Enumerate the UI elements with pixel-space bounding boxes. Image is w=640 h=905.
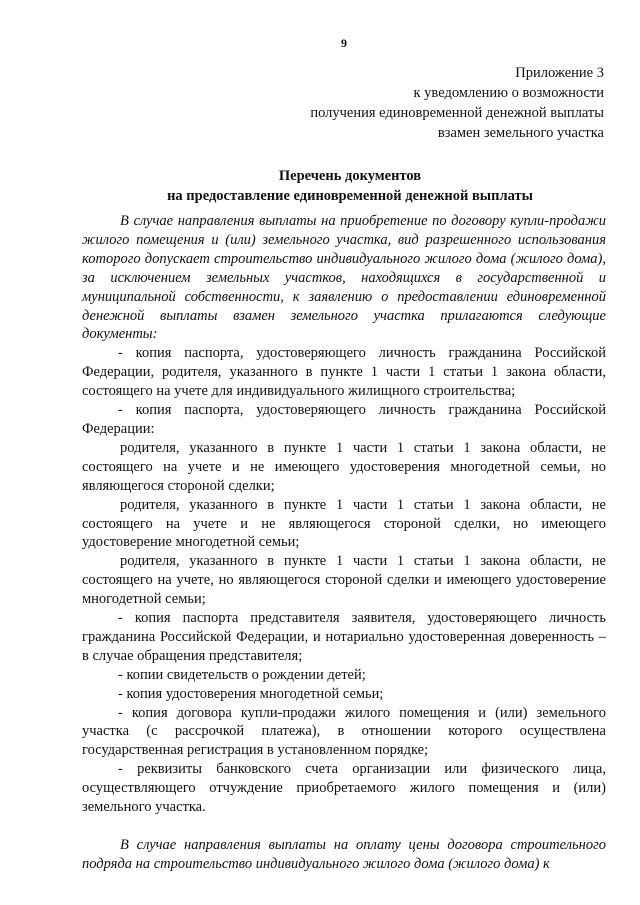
page-number: 9 (341, 36, 347, 50)
document-title (90, 166, 610, 206)
appendix-line: получения единовременной денежной выплаты (310, 105, 604, 121)
list-item: - копия удостоверения многодетной семьи; (118, 685, 384, 702)
closing-paragraph: В случае направления выплаты на оплату цены договора строительного подряда на строительство индивидуального жилого дома (жилого дома) к (82, 837, 606, 872)
title-line: Перечень документов (278, 168, 422, 184)
list-item: - копия паспорта, удостоверяющего личность гражданина Российской Федерации, родителя, указанного в пункте 1 части 1 статьи 1 закона области, состоящего на учете для индивидуального жилищного строительства; (82, 345, 606, 400)
list-item: родителя, указанного в пункте 1 части 1 статьи 1 закона области, не состоящего на учете, но являющегося стороной сделки и имеющего удостоверение многодетной семьи; (82, 553, 606, 608)
list-item: - копия паспорта, удостоверяющего личность гражданина Российской Федерации: (82, 402, 606, 437)
appendix-line: к уведомлению о возможности (413, 85, 604, 101)
list-item: - копия договора купли-продажи жилого помещения и (или) земельного участка (с рассрочкой платежа), в отношении которого осуществлена государственная регистрация в установленном порядке; (82, 704, 606, 759)
document-body (82, 212, 606, 874)
title-line: на предоставление единовременной денежной выплаты (167, 188, 533, 204)
appendix-header (310, 63, 604, 143)
appendix-line: Приложение 3 (515, 65, 604, 81)
list-item: родителя, указанного в пункте 1 части 1 статьи 1 закона области, не состоящего на учете и не имеющего удостоверения многодетной семьи, но являющегося стороной сделки; (82, 439, 606, 494)
list-item: - копии свидетельств о рождении детей; (118, 666, 366, 683)
appendix-line: взамен земельного участка (437, 125, 604, 141)
list-item: родителя, указанного в пункте 1 части 1 статьи 1 закона области, не состоящего на учете и не являющегося стороной сделки, но имеющего удостоверение многодетной семьи; (82, 496, 606, 551)
list-item: - реквизиты банковского счета организации или физического лица, осуществляющего отчуждение приобретаемого жилого помещения и (или) земельного участка. (82, 761, 606, 816)
intro-paragraph: В случае направления выплаты на приобретение по договору купли-продажи жилого помещения и (или) земельного участка, вид разрешенного использования которого допускает строительство индивидуального жилого дома (жилого дома), за исключением земельных участков, находящихся в государственной и муниципальной собственности, к заявлению о предоставлении единовременной денежной выплаты взамен земельного участка прилагаются следующие документы: (82, 213, 606, 343)
list-item: - копия паспорта представителя заявителя, удостоверяющего личность гражданина Российской Федерации, и нотариально удостоверенная доверенность – в случае обращения представителя; (82, 610, 606, 664)
